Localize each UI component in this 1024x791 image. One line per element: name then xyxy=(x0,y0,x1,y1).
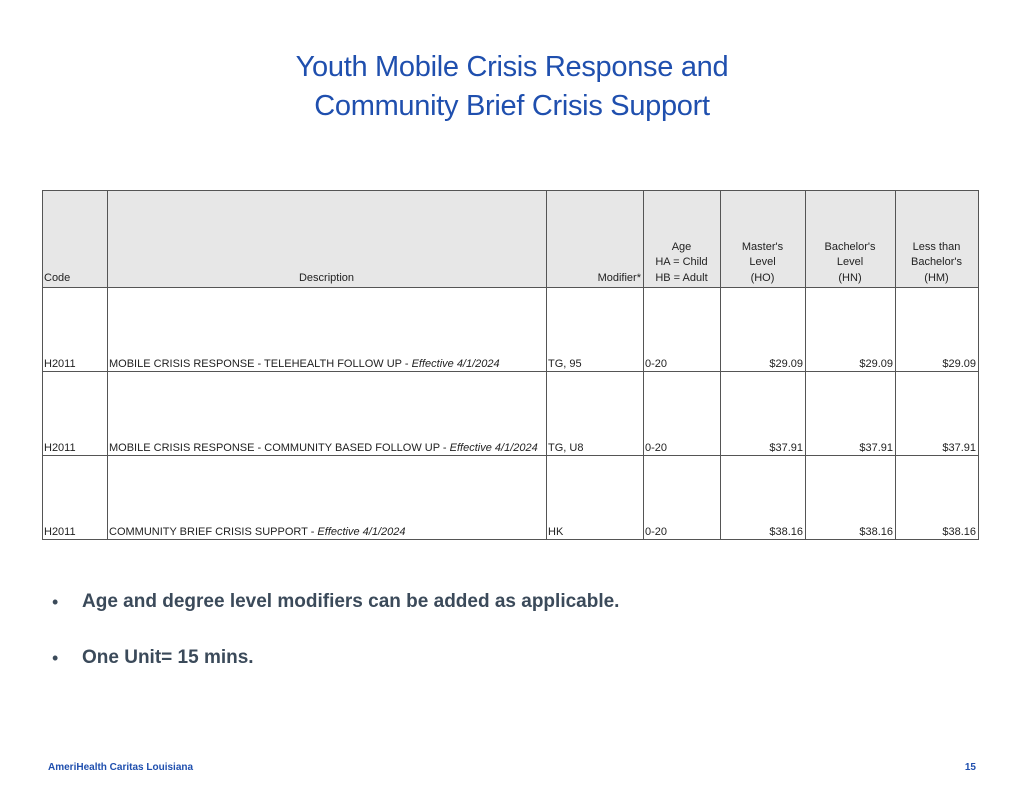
cell-masters-rate: $29.09 xyxy=(721,288,806,372)
header-masters-level: Master's Level (HO) xyxy=(721,191,806,288)
page-number: 15 xyxy=(964,762,976,773)
table-row xyxy=(43,372,979,456)
cell-description: MOBILE CRISIS RESPONSE - COMMUNITY BASED FOLLOW UP - Effective 4/1/2024 xyxy=(108,372,547,456)
cell-description: MOBILE CRISIS RESPONSE - TELEHEALTH FOLLOW UP - Effective 4/1/2024 xyxy=(108,288,547,372)
header-code: Code xyxy=(43,191,108,288)
page-title xyxy=(0,48,1024,126)
bullet-icon: • xyxy=(52,648,59,668)
cell-age: 0-20 xyxy=(644,456,721,540)
table-row xyxy=(43,456,979,540)
cell-modifier: TG, 95 xyxy=(547,288,644,372)
table-row xyxy=(43,288,979,372)
bullet-icon: • xyxy=(52,592,59,612)
cell-masters-rate: $37.91 xyxy=(721,372,806,456)
cell-code: H2011 xyxy=(43,372,108,456)
cell-bachelors-rate: $38.16 xyxy=(806,456,896,540)
cell-age: 0-20 xyxy=(644,288,721,372)
cell-less-than-rate: $38.16 xyxy=(896,456,979,540)
footer-organization: AmeriHealth Caritas Louisiana xyxy=(48,762,194,773)
rates-table xyxy=(42,190,979,540)
header-bachelors-level: Bachelor's Level (HN) xyxy=(806,191,896,288)
bullet-item xyxy=(50,644,619,672)
cell-modifier: HK xyxy=(547,456,644,540)
cell-age: 0-20 xyxy=(644,372,721,456)
cell-bachelors-rate: $37.91 xyxy=(806,372,896,456)
cell-code: H2011 xyxy=(43,288,108,372)
header-less-than-bachelors: Less than Bachelor's (HM) xyxy=(896,191,979,288)
cell-modifier: TG, U8 xyxy=(547,372,644,456)
page-title-line-2: Community Brief Crisis Support xyxy=(314,90,710,122)
bullet-list xyxy=(50,588,619,672)
cell-code: H2011 xyxy=(43,456,108,540)
header-description: Description xyxy=(108,191,547,288)
bullet-item xyxy=(50,588,619,616)
header-modifier: Modifier* xyxy=(547,191,644,288)
cell-masters-rate: $38.16 xyxy=(721,456,806,540)
header-age: Age HA = Child HB = Adult xyxy=(644,191,721,288)
cell-description: COMMUNITY BRIEF CRISIS SUPPORT - Effective 4/1/2024 xyxy=(108,456,547,540)
cell-less-than-rate: $29.09 xyxy=(896,288,979,372)
cell-less-than-rate: $37.91 xyxy=(896,372,979,456)
cell-bachelors-rate: $29.09 xyxy=(806,288,896,372)
bullet-text: Age and degree level modifiers can be added as applicable. xyxy=(82,591,620,612)
bullet-text: One Unit= 15 mins. xyxy=(82,647,254,668)
page-title-line-1: Youth Mobile Crisis Response and xyxy=(295,51,729,83)
table-header-row xyxy=(43,191,979,288)
